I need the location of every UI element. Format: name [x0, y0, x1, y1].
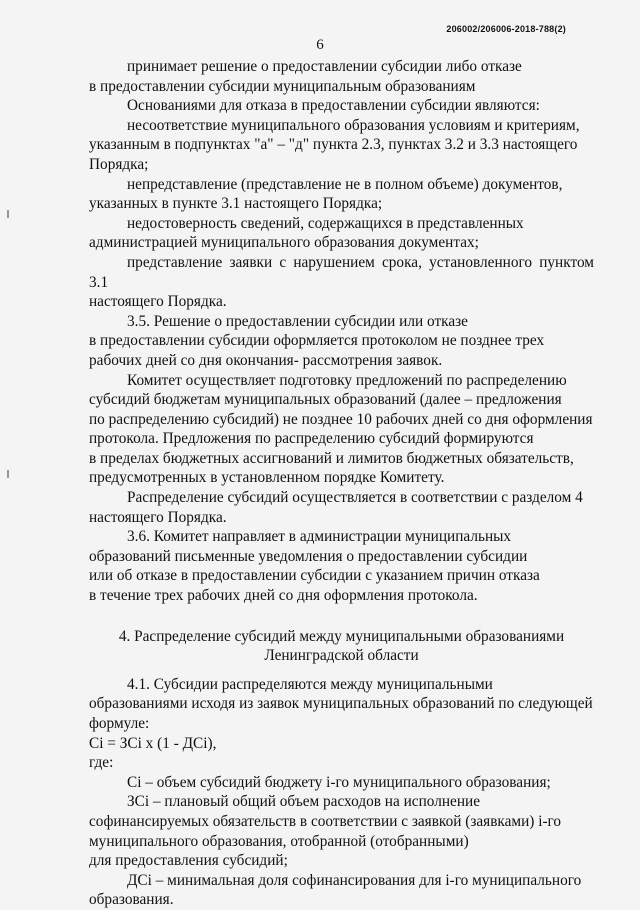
paragraph-line: ДCi – минимальная доля софинансирования для i-го муниципального — [127, 871, 582, 889]
paragraph-line: принимает решение о предоставлении субсидии либо отказе — [127, 58, 522, 75]
paragraph-line: недостоверность сведений, содержащихся в представленных — [127, 214, 524, 232]
section-title-line: Ленинградской области — [264, 647, 419, 665]
paragraph-line: протокола. Предложения по распределению субсидий формируются — [89, 430, 534, 448]
paragraph-line: софинансируемых обязательств в соответствии с заявкой (заявками) i-го — [89, 812, 562, 830]
paragraph-line: предусмотренных в установленном порядке Комитету. — [89, 469, 445, 487]
paragraph-line: образованиями исходя из заявок муниципальных образований по следующей — [89, 695, 593, 713]
paragraph-line: формуле: — [89, 715, 150, 732]
paragraph-line: Комитет осуществляет подготовку предложений по распределению — [127, 371, 567, 389]
paragraph-line: или об отказе в предоставлении субсидии с указанием причин отказа — [89, 567, 540, 585]
paragraph-line: муниципального образования, отобранной (отобранными) — [89, 832, 469, 850]
definition: Ci – объем субсидий бюджету i-го муниципального образования; — [127, 773, 551, 791]
paragraph-line: для предоставления субсидий; — [89, 852, 288, 870]
paragraph-line: настоящего Порядка. — [89, 508, 227, 526]
paragraph-line: непредставление (представление не в полном объеме) документов, — [127, 175, 563, 193]
page-number: 6 — [316, 37, 324, 53]
paragraph-line: несоответствие муниципального образования условиям и критериям, — [127, 116, 580, 134]
paragraph-line: представление заявки с нарушением срока, установленного пунктом 3.1 — [89, 253, 594, 291]
paragraph-line: администрацией муниципального образования документах; — [89, 234, 479, 252]
paragraph-line: в предоставлении субсидии оформляется протоколом не позднее трех — [89, 332, 545, 350]
document-code: 206002/206006-2018-788(2) — [446, 24, 566, 34]
paragraph-line: в течение трех рабочих дней со дня оформления протокола. — [89, 587, 478, 605]
paragraph-line: настоящего Порядка. — [89, 293, 227, 311]
section-title — [89, 627, 594, 666]
paragraph-line: 3.6. Комитет направляет в администрации муниципальных — [127, 528, 512, 546]
paragraph-line: указанных в пункте 3.1 настоящего Порядка; — [89, 195, 383, 213]
paragraph-line: указанным в подпунктах "а" – "д" пункта 2.3, пунктах 3.2 и 3.3 настоящего — [89, 136, 578, 154]
document-body — [89, 57, 594, 910]
paragraph-line: рабочих дней со дня окончания- рассмотрения заявок. — [89, 351, 443, 369]
paragraph-line: по распределению субсидий) не позднее 10 рабочих дней со дня оформления — [89, 410, 593, 428]
paragraph-line: ЗCi – плановый общий объем расходов на исполнение — [127, 793, 480, 811]
scan-mark — [7, 210, 9, 218]
paragraph-line: субсидий бюджетам муниципальных образований (далее – предложения — [89, 391, 562, 409]
where-label: где: — [89, 754, 114, 772]
paragraph-line: образования. — [89, 891, 174, 909]
paragraph-line: Порядка; — [89, 155, 149, 173]
section-title-line: 4. Распределение субсидий между муниципальными образованиями — [118, 627, 565, 645]
paragraph: Основаниями для отказа в предоставлении субсидии являются: — [127, 97, 540, 115]
paragraph-line: в пределах бюджетных ассигнований и лимитов бюджетных обязательств, — [89, 449, 574, 467]
formula: Ci = ЗCi x (1 - ДCi), — [89, 734, 217, 752]
paragraph-line: 4.1. Субсидии распределяются между муниципальными — [127, 675, 493, 693]
paragraph-line: образований письменные уведомления о предоставлении субсидии — [89, 547, 528, 565]
paragraph-line: в предоставлении субсидии муниципальным образованиям — [89, 77, 476, 95]
scan-mark — [7, 470, 9, 478]
paragraph-line: Распределение субсидий осуществляется в соответствии с разделом 4 — [127, 489, 583, 507]
paragraph-line: 3.5. Решение о предоставлении субсидии или отказе — [127, 312, 468, 330]
